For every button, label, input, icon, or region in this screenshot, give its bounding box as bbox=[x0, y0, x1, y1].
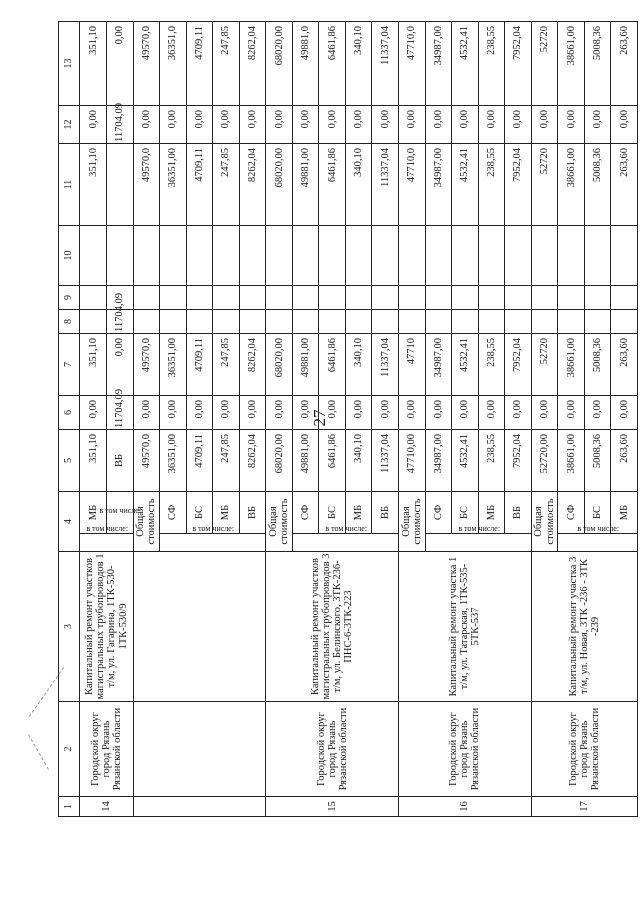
value-v13: 6461,86 bbox=[319, 22, 346, 106]
value-v7: 34987,00 bbox=[425, 334, 452, 396]
fold-mark bbox=[28, 734, 49, 769]
empty-cell bbox=[80, 226, 107, 286]
value-v13: 49570,0 bbox=[133, 22, 160, 106]
municipality-cell: Городской округ город Рязань Рязанской области bbox=[80, 702, 133, 797]
value-v6: 0,00 bbox=[292, 396, 319, 430]
value-v5: 7952,04 bbox=[505, 430, 532, 492]
empty-cell bbox=[160, 286, 187, 310]
including-text: в том числе: bbox=[99, 505, 142, 515]
source-cell: СФ bbox=[292, 492, 319, 534]
table-row bbox=[266, 22, 293, 817]
empty-cell bbox=[239, 286, 266, 310]
value-v12: 0,00 bbox=[133, 106, 160, 144]
value-v5: 49570,0 bbox=[133, 430, 160, 492]
value-v12: 0,00 bbox=[505, 106, 532, 144]
value-v13: 68020,00 bbox=[266, 22, 293, 106]
value-v11: 263,60 bbox=[611, 144, 638, 226]
value-v6: 0,00 bbox=[372, 396, 399, 430]
value-v6: 0,00 bbox=[452, 396, 479, 430]
source-cell: СФ bbox=[160, 492, 187, 534]
value-v12: 0,00 bbox=[186, 106, 213, 144]
table-body bbox=[59, 22, 638, 817]
value-v6: 0,00 bbox=[558, 396, 585, 430]
empty-cell bbox=[133, 286, 160, 310]
value-v11: 7952,04 bbox=[505, 144, 532, 226]
value-v7: 351,10 bbox=[80, 334, 107, 396]
value-v5: 340,10 bbox=[345, 430, 372, 492]
value-v12: 0,00 bbox=[372, 106, 399, 144]
empty-cell bbox=[611, 310, 638, 334]
value-v6: 0,00 bbox=[133, 396, 160, 430]
source-cell: Общая стоимость bbox=[399, 492, 426, 552]
value-v6: 0,00 bbox=[399, 396, 426, 430]
source-cell: СФ bbox=[425, 492, 452, 534]
value-v11: 340,10 bbox=[345, 144, 372, 226]
municipality-cell: Городской округ город Рязань Рязанской области bbox=[399, 702, 532, 797]
empty-cell bbox=[425, 226, 452, 286]
value-v12: 0,00 bbox=[213, 106, 240, 144]
value-v6: 0,00 bbox=[186, 396, 213, 430]
empty-cell bbox=[133, 310, 160, 334]
column-number: 3 bbox=[59, 552, 80, 702]
row-number: 17 bbox=[531, 797, 637, 817]
empty-cell bbox=[611, 286, 638, 310]
value-v12: 0,00 bbox=[611, 106, 638, 144]
source-cell: Общая стоимость bbox=[531, 492, 558, 552]
source-cell: БС bbox=[584, 492, 611, 534]
value-v12: 0,00 bbox=[160, 106, 187, 144]
value-v11: 49570,0 bbox=[133, 144, 160, 226]
value-v12: 0,00 bbox=[106, 22, 133, 106]
empty-cell bbox=[372, 286, 399, 310]
object-cell: Капитальный ремонт участков магистральных трубопроводов 3 т/м, ул. Белинского, 3ТК-236-ПНС-6-3ТК-223 bbox=[266, 552, 399, 702]
empty-cell bbox=[186, 310, 213, 334]
header-row bbox=[59, 22, 80, 817]
value-v13: 34987,00 bbox=[425, 22, 452, 106]
value-v13: 52720 bbox=[531, 22, 558, 106]
source-cell: МБ bbox=[345, 492, 372, 534]
including-text: в том числе: bbox=[457, 523, 500, 533]
value-v13: 351,10 bbox=[80, 22, 107, 106]
value-v13: 263,60 bbox=[611, 22, 638, 106]
column-number: 5 bbox=[59, 430, 80, 492]
value-v6: 0,00 bbox=[106, 334, 133, 396]
empty-cell bbox=[452, 310, 479, 334]
value-v6: 0,00 bbox=[239, 396, 266, 430]
column-number: 1 bbox=[59, 797, 80, 817]
table-row bbox=[133, 22, 160, 817]
empty-cell bbox=[345, 286, 372, 310]
value-v5: 68020,00 bbox=[266, 430, 293, 492]
empty-cell bbox=[239, 226, 266, 286]
value-v7: 38661,00 bbox=[558, 334, 585, 396]
value-v11: 11704,09 bbox=[106, 106, 133, 144]
page-number: 27 bbox=[310, 409, 329, 427]
value-v11: 52720 bbox=[531, 144, 558, 226]
empty-cell bbox=[399, 310, 426, 334]
source-cell: МБ bbox=[611, 492, 638, 534]
column-number: 11 bbox=[59, 144, 80, 226]
column-number: 10 bbox=[59, 226, 80, 286]
source-cell: СФ bbox=[558, 492, 585, 534]
empty-cell bbox=[478, 310, 505, 334]
value-v6: 0,00 bbox=[505, 396, 532, 430]
object-cell: Капитальный ремонт участка 1 т/м, ул. Татарская, 1ТК-535-5ТК-537 bbox=[399, 552, 532, 702]
value-v11: 247,85 bbox=[213, 144, 240, 226]
value-v13: 340,10 bbox=[345, 22, 372, 106]
value-v6: 0,00 bbox=[80, 396, 107, 430]
table-row bbox=[80, 22, 107, 817]
value-v7: 5008,36 bbox=[584, 334, 611, 396]
value-v5: 38661,00 bbox=[558, 430, 585, 492]
empty-cell bbox=[266, 286, 293, 310]
source-cell: БС bbox=[452, 492, 479, 534]
empty-cell bbox=[186, 286, 213, 310]
value-v13: 49881,0 bbox=[292, 22, 319, 106]
value-v7: 340,10 bbox=[345, 334, 372, 396]
value-v13: 38661,00 bbox=[558, 22, 585, 106]
value-v7: 238,55 bbox=[478, 334, 505, 396]
value-v7: 7952,04 bbox=[505, 334, 532, 396]
empty-cell bbox=[266, 310, 293, 334]
value-v11: 351,10 bbox=[80, 144, 107, 226]
value-v11: 68020,00 bbox=[266, 144, 293, 226]
including-label bbox=[80, 523, 133, 552]
value-v6: 0,00 bbox=[478, 396, 505, 430]
value-v11: 5008,36 bbox=[584, 144, 611, 226]
empty-cell bbox=[531, 310, 558, 334]
value-v7: 11704,09 bbox=[106, 310, 133, 334]
column-number: 2 bbox=[59, 702, 80, 797]
empty-cell bbox=[425, 286, 452, 310]
value-v12: 0,00 bbox=[345, 106, 372, 144]
empty-cell bbox=[611, 226, 638, 286]
value-v7: 52720 bbox=[531, 334, 558, 396]
table-row bbox=[531, 22, 558, 817]
value-v12: 0,00 bbox=[478, 106, 505, 144]
empty-cell bbox=[505, 310, 532, 334]
value-v7: 11337,04 bbox=[372, 334, 399, 396]
municipality-cell: Городской округ город Рязань Рязанской области bbox=[266, 702, 399, 797]
empty-cell bbox=[452, 286, 479, 310]
empty-cell bbox=[531, 286, 558, 310]
empty-cell bbox=[213, 310, 240, 334]
empty-cell bbox=[160, 310, 187, 334]
source-cell: МБ bbox=[478, 492, 505, 534]
value-v12: 0,00 bbox=[266, 106, 293, 144]
empty-cell bbox=[292, 286, 319, 310]
source-cell: ВБ bbox=[106, 430, 133, 492]
empty-cell bbox=[239, 310, 266, 334]
column-number: 13 bbox=[59, 22, 80, 106]
value-v5: 5008,36 bbox=[584, 430, 611, 492]
value-v6: 0,00 bbox=[266, 396, 293, 430]
value-v6: 0,00 bbox=[345, 396, 372, 430]
value-v5: 4532,41 bbox=[452, 430, 479, 492]
empty-cell bbox=[80, 286, 107, 310]
value-v7: 4532,41 bbox=[452, 334, 479, 396]
empty-cell bbox=[584, 286, 611, 310]
value-v13: 238,55 bbox=[478, 22, 505, 106]
row-number: 16 bbox=[399, 797, 532, 817]
value-v5: 263,60 bbox=[611, 430, 638, 492]
including-label bbox=[292, 523, 398, 552]
value-v5: 4709,11 bbox=[186, 430, 213, 492]
value-v11: 34987,00 bbox=[425, 144, 452, 226]
value-v6: 0,00 bbox=[425, 396, 452, 430]
empty-cell bbox=[106, 144, 133, 226]
value-v13: 4709,11 bbox=[186, 22, 213, 106]
value-v12: 0,00 bbox=[292, 106, 319, 144]
empty-cell bbox=[213, 286, 240, 310]
column-number: 6 bbox=[59, 396, 80, 430]
empty-cell bbox=[584, 310, 611, 334]
object-cell: Капитальный ремонт участка 3 т/м, ул. Новая, 3ТК -236 - 3ТК -239 bbox=[531, 552, 637, 702]
value-v7: 49881,00 bbox=[292, 334, 319, 396]
value-v5: 238,55 bbox=[478, 430, 505, 492]
value-v7: 4709,11 bbox=[186, 334, 213, 396]
value-v6: 0,00 bbox=[213, 396, 240, 430]
including-label bbox=[425, 523, 531, 552]
including-text: в том числе: bbox=[325, 523, 367, 533]
including-label bbox=[558, 523, 638, 552]
column-number: 7 bbox=[59, 334, 80, 396]
value-v11: 47710,0 bbox=[399, 144, 426, 226]
empty-cell bbox=[372, 310, 399, 334]
object-cell: Капитальный ремонт участков магистральных трубопроводов 1 т/м, ул. Гагарина, 1ТК-530-1ТК-530/9 bbox=[80, 552, 133, 702]
program-table bbox=[58, 21, 638, 817]
source-cell: ВБ bbox=[505, 492, 532, 534]
empty-cell bbox=[372, 226, 399, 286]
empty-cell bbox=[505, 226, 532, 286]
source-cell: Общая стоимость bbox=[133, 492, 160, 552]
value-v11: 36351,00 bbox=[160, 144, 187, 226]
value-v11: 4532,41 bbox=[452, 144, 479, 226]
including-text: в том числе: bbox=[86, 523, 129, 533]
value-v5: 351,10 bbox=[80, 430, 107, 492]
object-cell bbox=[133, 552, 266, 702]
value-v13: 36351,0 bbox=[160, 22, 187, 106]
value-v7: 8262,04 bbox=[239, 334, 266, 396]
source-cell: Общая стоимость bbox=[266, 492, 293, 552]
value-v13: 47710,0 bbox=[399, 22, 426, 106]
row-number: 14 bbox=[80, 797, 133, 817]
empty-cell bbox=[399, 286, 426, 310]
value-v12: 0,00 bbox=[80, 106, 107, 144]
empty-cell bbox=[319, 226, 346, 286]
value-v5: 52720,00 bbox=[531, 430, 558, 492]
value-v12: 0,00 bbox=[452, 106, 479, 144]
value-v11: 6461,86 bbox=[319, 144, 346, 226]
value-v11: 4709,11 bbox=[186, 144, 213, 226]
empty-cell bbox=[319, 310, 346, 334]
empty-cell bbox=[399, 226, 426, 286]
value-v13: 11337,04 bbox=[372, 22, 399, 106]
value-v5: 8262,04 bbox=[239, 430, 266, 492]
empty-cell bbox=[478, 286, 505, 310]
value-v6: 0,00 bbox=[584, 396, 611, 430]
source-cell: МБ bbox=[80, 492, 107, 534]
value-v5: 247,85 bbox=[213, 430, 240, 492]
value-v5: 36351,00 bbox=[160, 430, 187, 492]
value-v11: 8262,04 bbox=[239, 144, 266, 226]
empty-cell bbox=[133, 226, 160, 286]
empty-cell bbox=[266, 226, 293, 286]
value-v6: 0,00 bbox=[531, 396, 558, 430]
value-v5: 49881,00 bbox=[292, 430, 319, 492]
value-v7: 263,60 bbox=[611, 334, 638, 396]
value-v11: 238,55 bbox=[478, 144, 505, 226]
column-number: 8 bbox=[59, 310, 80, 334]
value-v7: 247,85 bbox=[213, 334, 240, 396]
value-v12: 0,00 bbox=[425, 106, 452, 144]
including-text: в том числе: bbox=[577, 523, 620, 533]
value-v12: 0,00 bbox=[399, 106, 426, 144]
row-number bbox=[133, 797, 266, 817]
empty-cell bbox=[478, 226, 505, 286]
value-v12: 0,00 bbox=[584, 106, 611, 144]
table-row bbox=[399, 22, 426, 817]
empty-cell bbox=[186, 226, 213, 286]
including-text: в том числе: bbox=[192, 523, 235, 533]
empty-cell bbox=[160, 226, 187, 286]
empty-cell bbox=[213, 226, 240, 286]
including-label bbox=[160, 523, 266, 552]
value-v11: 49881,00 bbox=[292, 144, 319, 226]
empty-cell bbox=[292, 226, 319, 286]
empty-cell bbox=[558, 286, 585, 310]
empty-cell bbox=[80, 310, 107, 334]
value-v13: 247,85 bbox=[213, 22, 240, 106]
value-v12: 0,00 bbox=[319, 106, 346, 144]
empty-cell bbox=[505, 286, 532, 310]
empty-cell bbox=[319, 286, 346, 310]
empty-cell bbox=[531, 226, 558, 286]
value-v11: 11337,04 bbox=[372, 144, 399, 226]
value-v7: 49570,0 bbox=[133, 334, 160, 396]
row-number: 15 bbox=[266, 797, 399, 817]
municipality-cell bbox=[133, 702, 266, 797]
column-number: 12 bbox=[59, 106, 80, 144]
value-v7: 68020,00 bbox=[266, 334, 293, 396]
value-v7: 47710 bbox=[399, 334, 426, 396]
empty-cell bbox=[292, 310, 319, 334]
source-cell: БС bbox=[319, 492, 346, 534]
source-cell: ВБ bbox=[372, 492, 399, 534]
value-v6: 0,00 bbox=[611, 396, 638, 430]
value-v11: 38661,00 bbox=[558, 144, 585, 226]
value-v13: 5008,36 bbox=[584, 22, 611, 106]
empty-cell bbox=[558, 310, 585, 334]
source-cell: ВБ bbox=[239, 492, 266, 534]
value-v7: 36351,00 bbox=[160, 334, 187, 396]
empty-cell bbox=[558, 226, 585, 286]
empty-cell bbox=[584, 226, 611, 286]
empty-cell bbox=[452, 226, 479, 286]
value-v13: 8262,04 bbox=[239, 22, 266, 106]
value-v5: 6461,86 bbox=[319, 430, 346, 492]
empty-cell bbox=[345, 226, 372, 286]
document-page bbox=[58, 22, 638, 817]
column-number: 4 bbox=[59, 492, 80, 552]
value-v5: 34987,00 bbox=[425, 430, 452, 492]
source-cell: МБ bbox=[213, 492, 240, 534]
source-cell: БС bbox=[186, 492, 213, 534]
value-v12: 0,00 bbox=[558, 106, 585, 144]
value-v12: 0,00 bbox=[531, 106, 558, 144]
value-v13: 4532,41 bbox=[452, 22, 479, 106]
empty-cell bbox=[425, 310, 452, 334]
value-v5: 47710,00 bbox=[399, 430, 426, 492]
value-v6: 0,00 bbox=[319, 396, 346, 430]
municipality-cell: Городской округ город Рязань Рязанской области bbox=[531, 702, 637, 797]
value-v12: 0,00 bbox=[239, 106, 266, 144]
value-v5: 11704,09 bbox=[106, 396, 133, 430]
value-v7: 6461,86 bbox=[319, 334, 346, 396]
empty-cell bbox=[345, 310, 372, 334]
column-number: 9 bbox=[59, 286, 80, 310]
value-v13: 7952,04 bbox=[505, 22, 532, 106]
empty-cell bbox=[106, 226, 133, 286]
value-v6: 0,00 bbox=[160, 396, 187, 430]
value-v5: 11337,04 bbox=[372, 430, 399, 492]
